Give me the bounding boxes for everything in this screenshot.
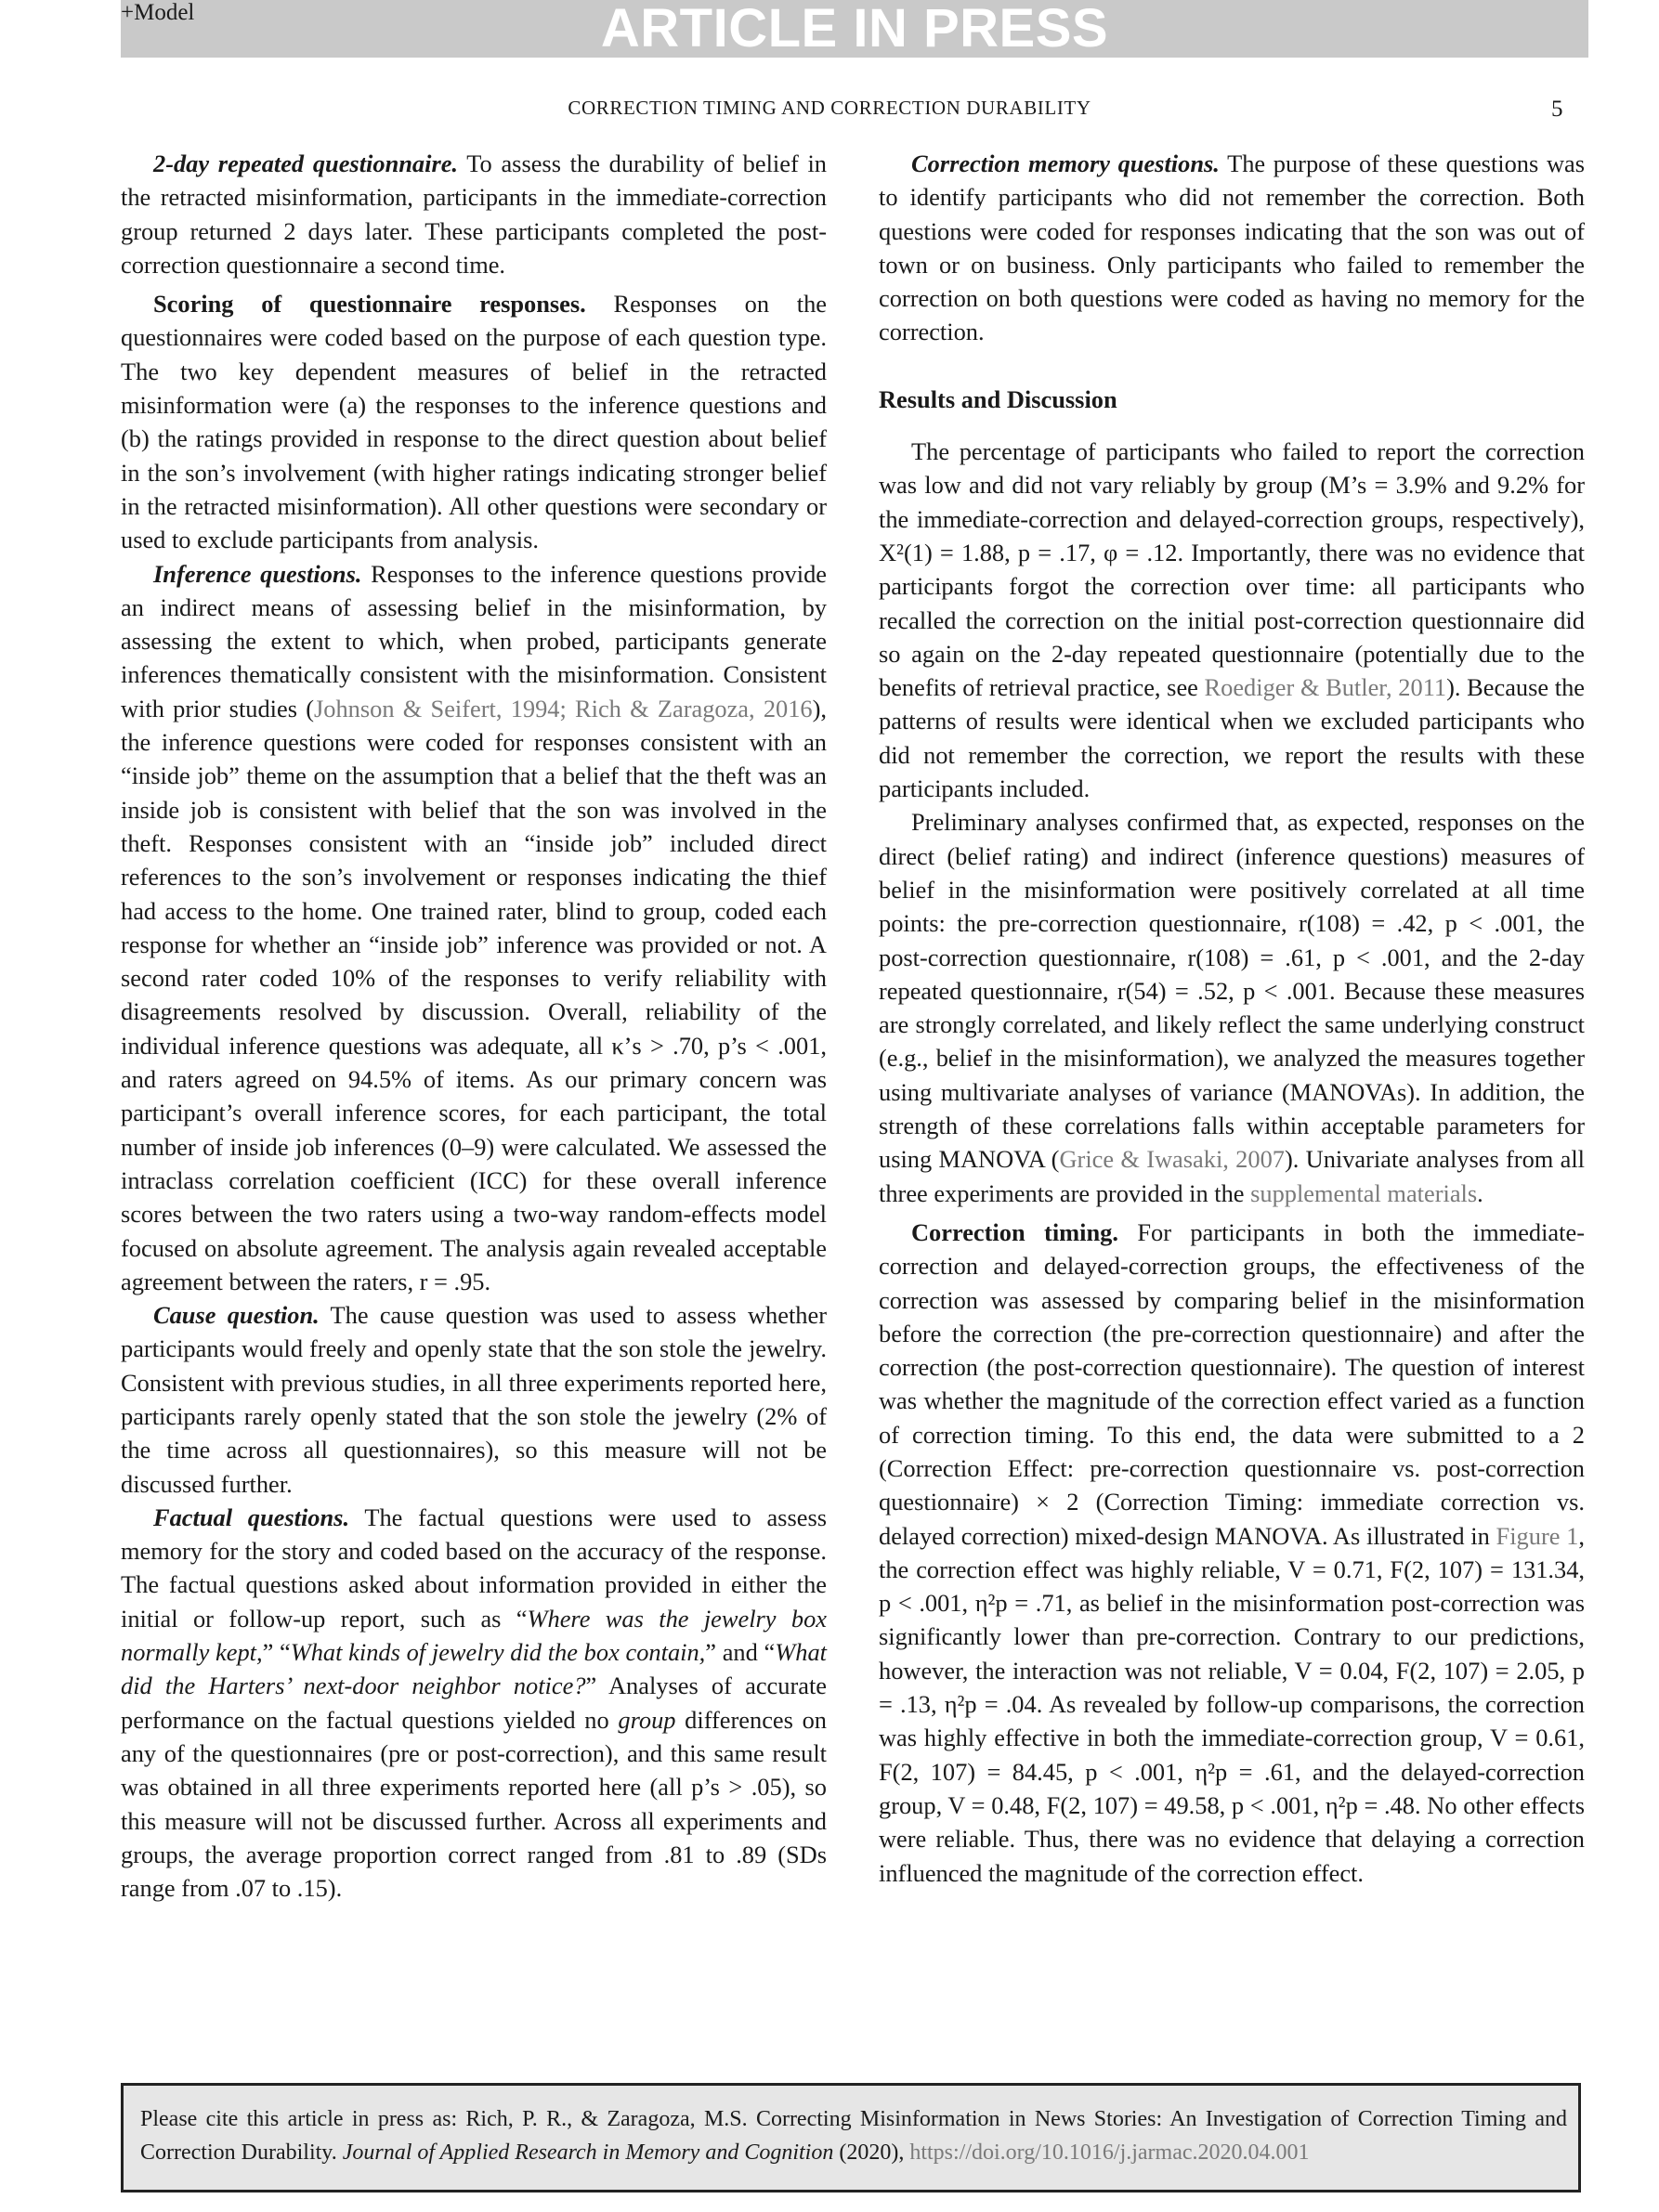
citation-link[interactable]: Grice & Iwasaki, 2007 bbox=[1059, 1145, 1285, 1174]
subsection-heading: Correction memory questions. bbox=[911, 150, 1220, 177]
paragraph-results-2: Preliminary analyses confirmed that, as expected, responses on the direct (belief rating) and indirect (inference questions) measures of belief in the misinformation were positively correlated at all time points: the pre-correction questionnaire, r(108) = .42, p < .001, the post-correction questionnaire, r(108) = .61, p < .001, and the 2-day repeated questionnaire, r(54) = .52, p < .001. Because these measures are strongly correlated, and likely reflect the same underlying construct (e.g., belief in the misinformation), we analyzed the measures together using multivariate analyses of variance (MANOVAs). In addition, the strength of these correlations falls within acceptable parameters for using MANOVA (Grice & Iwasaki, 2007). Univariate analyses from all three experiments are provided in the supplemental materials. bbox=[879, 808, 1585, 1207]
journal-name: Journal of Applied Research in Memory and Cognition bbox=[342, 2140, 834, 2165]
doi-link[interactable]: https://doi.org/10.1016/j.jarmac.2020.04.001 bbox=[909, 2140, 1310, 2165]
citation-text: Please cite this article in press as: Rich, P. R., & Zaragoza, M.S. Correcting Misinformation in News Stories: An Investigation of Correction Timing and Correction Durability. Journal of Applied Research in Memory and Cognition (2020), https://doi.org/10.1016/j.jarmac.2020.04.001 bbox=[140, 2107, 1567, 2165]
citation-link[interactable]: Johnson & Seifert, 1994; Rich & Zaragoza, 2016 bbox=[314, 694, 813, 722]
model-label: +Model bbox=[121, 0, 195, 25]
subsection-heading: Factual questions. bbox=[153, 1503, 350, 1531]
paragraph-scoring: Scoring of questionnaire responses. Responses on the questionnaires were coded based on the purpose of each question type. The two key dependent measures of belief in the retracted misinformation were (a) the responses to the inference questions and (b) the ratings provided in response to the direct question about belief in the son’s involvement (with higher ratings indicating stronger belief in the retracted misinformation). All other questions were secondary or used to exclude participants from analysis. bbox=[121, 290, 827, 554]
banner-text: ARTICLE IN PRESS bbox=[600, 0, 1109, 59]
citation-box bbox=[121, 2083, 1581, 2192]
subsection-heading: Scoring of questionnaire responses. bbox=[153, 290, 586, 319]
subsection-heading: Correction timing. bbox=[911, 1217, 1118, 1246]
article-in-press-banner bbox=[121, 0, 1588, 58]
paragraph-inference-questions: Inference questions. Responses to the inference questions provide an indirect means of assessing belief in the misinformation, by assessing the extent to which, when probed, participants generate inferences thematically consistent with the misinformation. Consistent with prior studies (Johnson & Seifert, 1994; Rich & Zaragoza, 2016), the inference questions were coded for responses consistent with an “inside job” theme on the assumption that a belief that the theft was an inside job is consistent with belief that the son was involved in the theft. Responses consistent with an “inside job” included direct references to the son’s involvement or responses indicating the thief had access to the home. One trained rater, blind to group, coded each response for whether an “inside job” inference was provided or not. A second rater coded 10% of the responses to verify reliability with disagreements resolved by discussion. Overall, reliability of the individual inference questions was adequate, all κ’s > .70, p’s < .001, and raters agreed on 94.5% of items. As our primary concern was participant’s overall inference scores, for each participant, the total number of inside job inferences (0–9) were calculated. We assessed the intraclass correlation coefficient (ICC) for these overall inference scores between the two raters using a two-way random-effects model focused on absolute agreement. The analysis again revealed acceptable agreement between the raters, r = .95. bbox=[121, 559, 828, 1295]
subsection-heading: Inference questions. bbox=[153, 559, 362, 588]
left-column bbox=[121, 147, 827, 1905]
paragraph-correction-timing: Correction timing. For participants in both the immediate-correction and delayed-correction groups, the effectiveness of the correction was assessed by comparing belief in the misinformation before the correction (the pre-correction questionnaire) and after the correction (the post-correction questionnaire). The question of interest was whether the magnitude of the correction effect varied as a function of correction timing. To this end, the data were submitted to a 2 (Correction Effect: pre-correction questionnaire vs. post-correction questionnaire) × 2 (Correction Timing: immediate correction vs. delayed correction) mixed-design MANOVA. As illustrated in Figure 1, the correction effect was highly reliable, V = 0.71, F(2, 107) = 131.34, p < .001, η²p = .71, as belief in the misinformation post-correction was significantly lower than pre-correction. Contrary to our predictions, however, the interaction was not reliable, V = 0.04, F(2, 107) = 2.05, p = .13, η²p = .04. As revealed by follow-up comparisons, the correction was highly effective in both the immediate-correction group, V = 0.61, F(2, 107) = 84.45, p < .001, η²p = .61, and the delayed-correction group, V = 0.48, F(2, 107) = 49.58, p < .001, η²p = .48. No other effects were reliable. Thus, there was no evidence that delaying a correction influenced the magnitude of the correction effect. bbox=[879, 1217, 1585, 1887]
figure-link[interactable]: Figure 1 bbox=[1496, 1521, 1579, 1550]
citation-link[interactable]: Roediger & Butler, 2011 bbox=[1204, 673, 1447, 702]
section-heading: Results and Discussion bbox=[879, 384, 1117, 413]
paragraph-cause-question: Cause question. The cause question was used to assess whether participants would freely and openly state that the son stole the jewelry. Consistent with previous studies, in all three experiments reported here, participants rarely openly stated that the son stole the jewelry (2% of the time across all questionnaires), so this measure will not be discussed further. bbox=[121, 1301, 827, 1498]
page-number: 5 bbox=[1551, 97, 1563, 122]
right-column bbox=[879, 147, 1585, 1890]
paragraph-results-1: The percentage of participants who failed to report the correction was low and did not vary reliably by group (M’s = 3.9% and 9.2% for the immediate-correction and delayed-correction groups, respectively), X²(1) = 1.88, p = .17, φ = .12. Importantly, there was no evidence that participants forgot the correction over time: all participants who recalled the correction on the initial post-correction questionnaire did so again on the 2-day repeated questionnaire (potentially due to the benefits of retrieval practice, see Roediger & Butler, 2011). Because the patterns of results were identical when we excluded participants who did not remember the correction, we report the results with these participants included. bbox=[879, 437, 1585, 803]
paragraph-repeated-questionnaire: 2-day repeated questionnaire. To assess the durability of belief in the retracted misinformation, participants in the immediate-correction group returned 2 days later. These participants completed the post-correction questionnaire a second time. bbox=[121, 150, 827, 279]
subsection-heading: Cause question. bbox=[153, 1301, 320, 1330]
subsection-heading: 2-day repeated questionnaire. bbox=[153, 150, 459, 177]
running-head: CORRECTION TIMING AND CORRECTION DURABILITY bbox=[568, 97, 1091, 119]
paragraph-correction-memory: Correction memory questions. The purpose of these questions was to identify participants who did not remember the correction. Both questions were coded for responses indicating that the son was out of town or on business. Only participants who failed to remember the correction on both questions were coded as having no memory for the correction. bbox=[879, 150, 1585, 346]
supplemental-link[interactable]: supplemental materials bbox=[1250, 1178, 1478, 1207]
paragraph-factual-questions: Factual questions. The factual questions were used to assess memory for the story and coded based on the accuracy of the response. The factual questions asked about information provided in either the initial or follow-up report, such as “Where was the jewelry box normally kept,” “What kinds of jewelry did the box contain,” and “What did the Harters’ next-door neighbor notice?” Analyses of accurate performance on the factual questions yielded no group differences on any of the questionnaires (pre or post-correction), and this same result was obtained in all three experiments reported here (all p’s > .05), so this measure will not be discussed further. Across all experiments and groups, the average proportion correct ranged from .81 to .89 (SDs range from .07 to .15). bbox=[121, 1503, 828, 1903]
